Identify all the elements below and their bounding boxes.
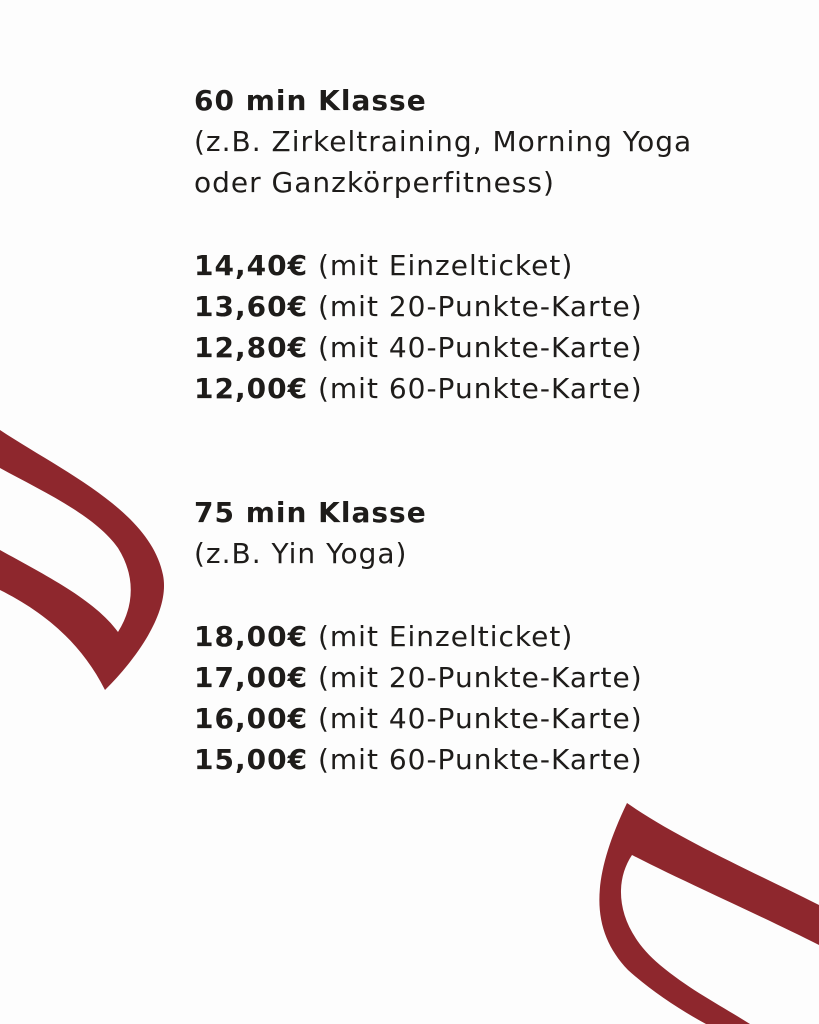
price-row: [194, 698, 794, 739]
price-label: (mit Einzelticket): [317, 620, 574, 653]
price-label: (mit 20-Punkte-Karte): [317, 661, 643, 694]
left-swoosh-shape: [0, 430, 164, 690]
section-60min: [194, 80, 794, 409]
price-amount: 18,00€: [194, 620, 309, 653]
section-description-line: (z.B. Zirkeltraining, Morning Yoga: [194, 125, 693, 158]
price-row: [194, 616, 794, 657]
price-label: (mit 40-Punkte-Karte): [317, 702, 643, 735]
price-label: (mit 60-Punkte-Karte): [317, 372, 643, 405]
section-description-line: (z.B. Yin Yoga): [194, 537, 408, 570]
section-75min: [194, 492, 794, 780]
price-row: [194, 657, 794, 698]
section-title: 75 min Klasse: [194, 496, 427, 529]
price-row: [194, 245, 794, 286]
price-amount: 12,80€: [194, 331, 309, 364]
price-label: (mit 60-Punkte-Karte): [317, 743, 643, 776]
price-list: [194, 80, 794, 780]
section-gap: [194, 409, 794, 492]
price-label: (mit Einzelticket): [317, 249, 574, 282]
spacer: [194, 203, 794, 245]
right-swoosh-shape: [599, 803, 819, 1024]
section-description-line: oder Ganzkörperfitness): [194, 166, 555, 199]
spacer: [194, 574, 794, 616]
price-amount: 13,60€: [194, 290, 309, 323]
price-row: [194, 368, 794, 409]
price-label: (mit 20-Punkte-Karte): [317, 290, 643, 323]
price-row: [194, 739, 794, 780]
section-title: 60 min Klasse: [194, 84, 427, 117]
price-label: (mit 40-Punkte-Karte): [317, 331, 643, 364]
price-amount: 16,00€: [194, 702, 309, 735]
price-amount: 14,40€: [194, 249, 309, 282]
price-row: [194, 286, 794, 327]
price-amount: 12,00€: [194, 372, 309, 405]
price-amount: 17,00€: [194, 661, 309, 694]
price-amount: 15,00€: [194, 743, 309, 776]
price-row: [194, 327, 794, 368]
